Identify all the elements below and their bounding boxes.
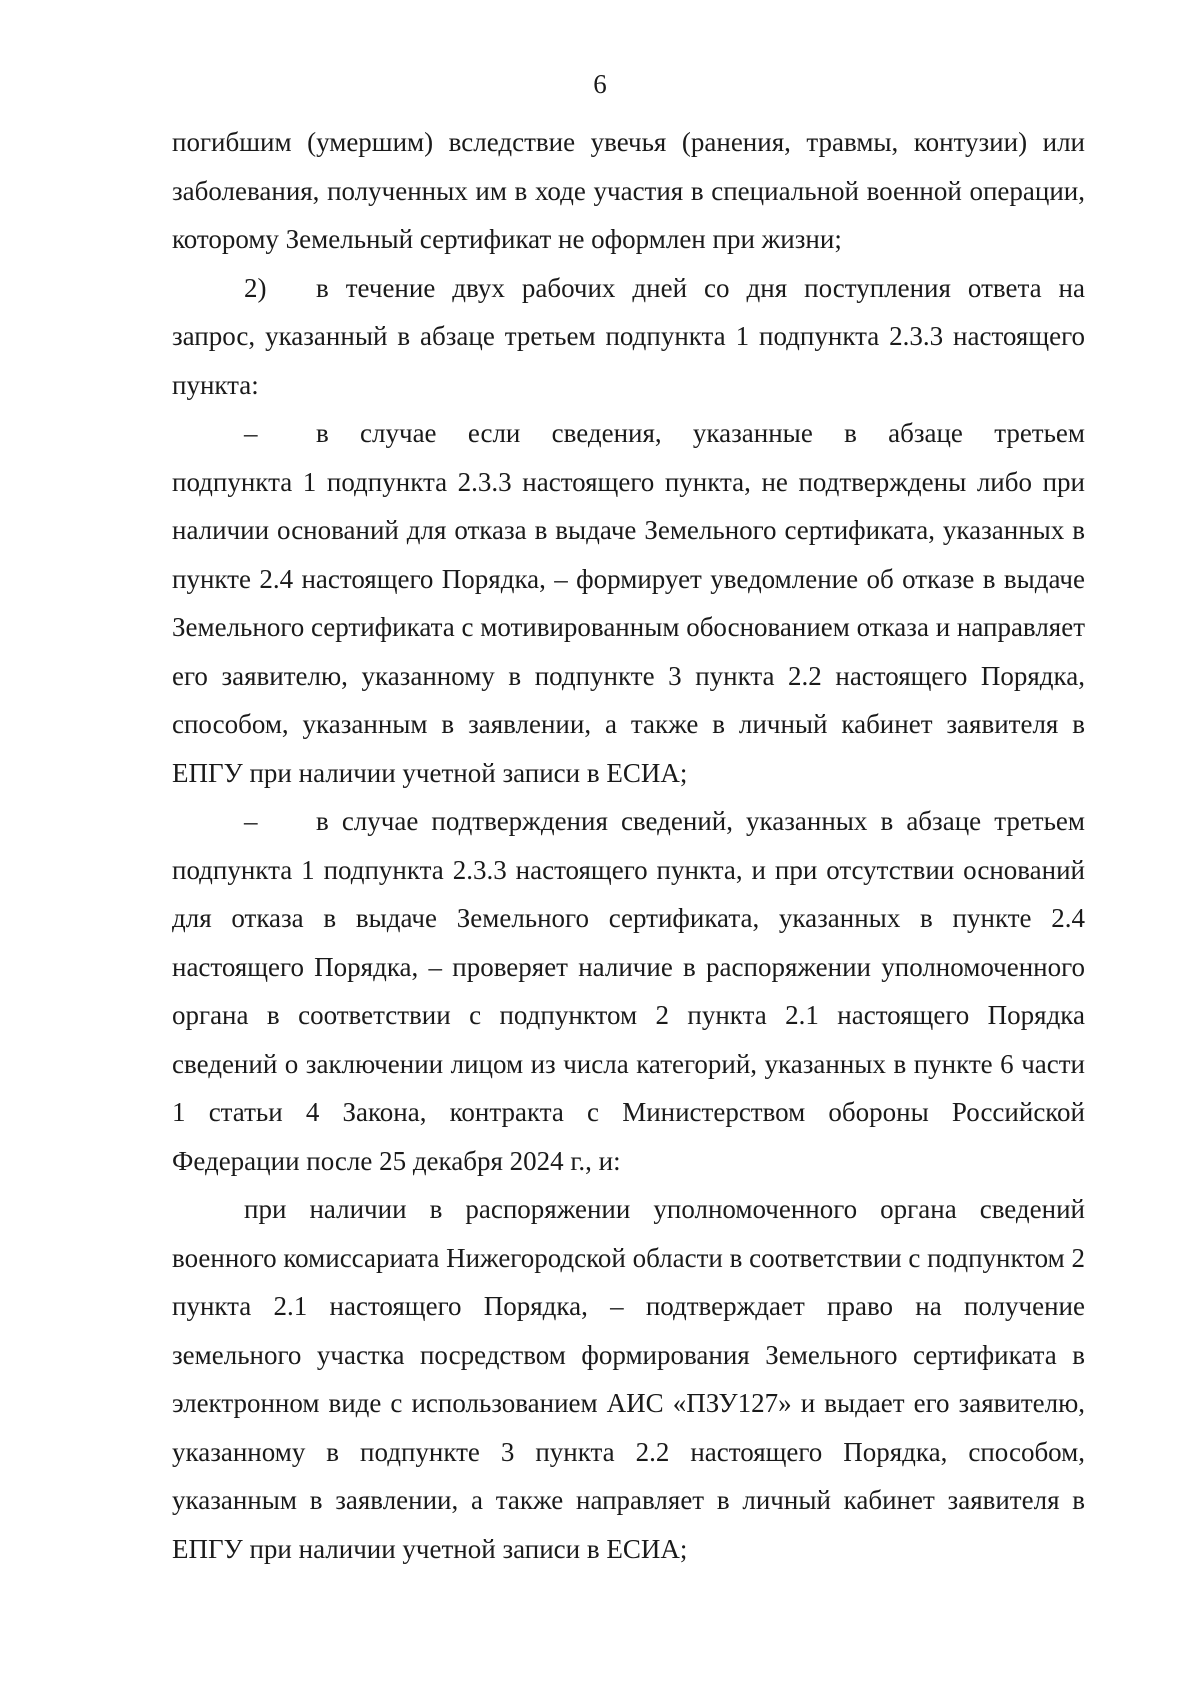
dash-item-confirmation-marker: – bbox=[244, 806, 258, 836]
page-number: 6 bbox=[593, 69, 607, 99]
dash-item-confirmation bbox=[172, 797, 1085, 1185]
document-body bbox=[172, 118, 1085, 1573]
dash-item-refusal-lead: в случае если сведения, указанные в абзаце третьем bbox=[316, 418, 1085, 448]
list-item-2-marker: 2) bbox=[244, 272, 267, 303]
dash-item-confirmation-first-line bbox=[172, 797, 1085, 846]
paragraph-continuation: погибшим (умершим) вследствие увечья (ранения, травмы, контузии) или заболевания, полученных им в ходе участия в специальной военной операции, которому Земельный сертификат не оформлен при жизни; bbox=[172, 127, 1085, 254]
dash-item-confirmation-text: подпункта 1 подпункта 2.3.3 настоящего пункта, и при отсутствии оснований для отказа в выдаче Земельного сертификата, указанных в пункте 2.4 настоящего Порядка, – проверяет наличие в распоряжении уполномоченного органа в соответствии с подпунктом 2 пункта 2.1 настоящего Порядка сведений о заключении лицом из числа категорий, указанных в пункте 6 части 1 статьи 4 Закона, контракта с Министерством обороны Российской Федерации после 25 декабря 2024 г., и: bbox=[172, 854, 1085, 1176]
dash-item-refusal-text: подпункта 1 подпункта 2.3.3 настоящего пункта, не подтверждены либо при наличии оснований для отказа в выдаче Земельного сертификата, указанных в пункте 2.4 настоящего Порядка, – формирует уведомление об отказе в выдаче Земельного сертификата с мотивированным обоснованием отказа и направляет его заявителю, указанному в подпункте 3 пункта 2.2 настоящего Порядка, способом, указанным в заявлении, а также в личный кабинет заявителя в ЕПГУ при наличии учетной записи в ЕСИА; bbox=[172, 466, 1085, 788]
dash-item-refusal bbox=[172, 409, 1085, 797]
list-item-2 bbox=[172, 264, 1085, 410]
dash-item-refusal-marker: – bbox=[244, 418, 258, 448]
list-item-2-lead: в течение двух рабочих дней со дня поступления ответа на bbox=[316, 272, 1085, 303]
list-item-2-text: запрос, указанный в абзаце третьем подпункта 1 подпункта 2.3.3 настоящего пункта: bbox=[172, 321, 1085, 400]
dash-item-confirmation-lead: в случае подтверждения сведений, указанных в абзаце третьем bbox=[316, 806, 1085, 836]
paragraph-military-commissariat: при наличии в распоряжении уполномоченного органа сведений военного комиссариата Нижегородской области в соответствии с подпунктом 2 пункта 2.1 настоящего Порядка, – подтверждает право на получение земельного участка посредством формирования Земельного сертификата в электронном виде с использованием АИС «ПЗУ127» и выдает его заявителю, указанному в подпункте 3 пункта 2.2 настоящего Порядка, способом, указанным в заявлении, а также направляет в личный кабинет заявителя в ЕПГУ при наличии учетной записи в ЕСИА; bbox=[172, 1194, 1085, 1564]
list-item-2-first-line bbox=[172, 264, 1085, 313]
dash-item-refusal-first-line bbox=[172, 409, 1085, 458]
